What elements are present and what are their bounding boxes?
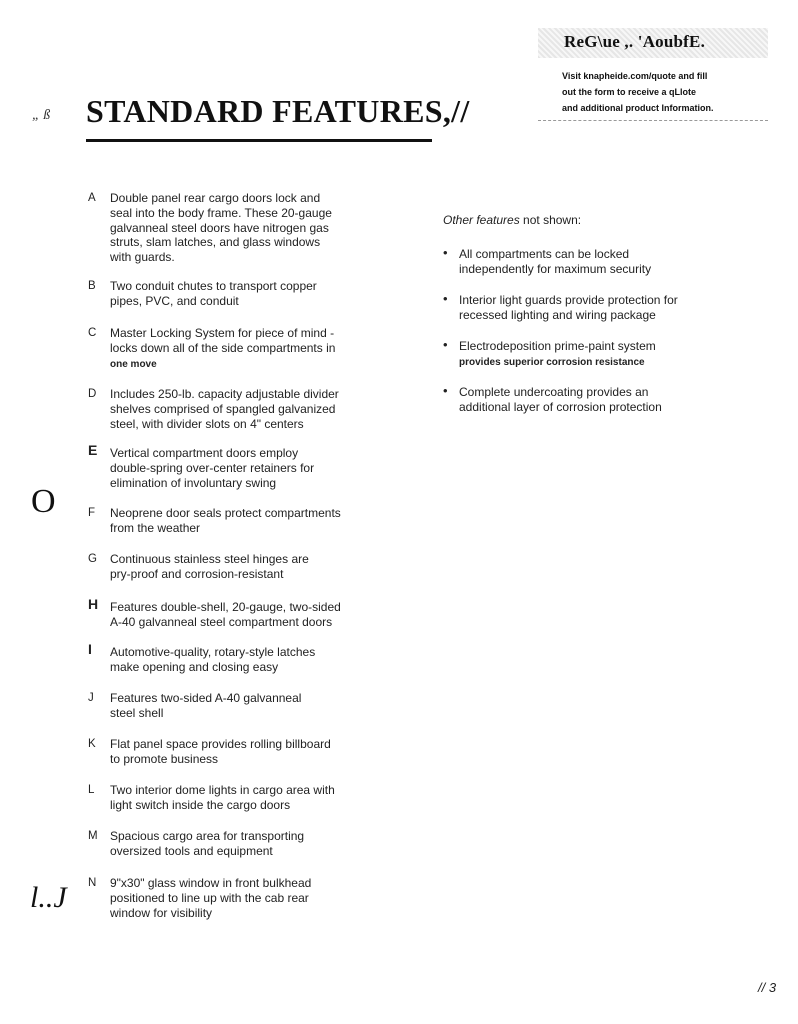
other-features-heading-italic: Other features <box>443 213 520 227</box>
feature-text <box>110 552 378 582</box>
feature-line: positioned to line up with the cab rear <box>110 890 309 905</box>
feature-letter: E <box>88 442 98 458</box>
feature-line: double-spring over-center retainers for <box>110 460 315 475</box>
feature-letter: N <box>88 877 97 889</box>
feature-line: one move <box>110 358 157 370</box>
other-features-heading-rest: not shown: <box>519 213 582 227</box>
feature-text <box>110 387 378 431</box>
quote-text-line: Visit knapheide.com/quote and fill <box>562 71 708 81</box>
feature-line: steel, with divider slots on 4" centers <box>110 416 304 431</box>
other-feature-line: Complete undercoating provides an <box>459 385 649 399</box>
feature-line: elimination of involuntary swing <box>110 475 277 490</box>
feature-line: to promote business <box>110 751 219 766</box>
bullet-icon: • <box>443 383 448 398</box>
feature-line: oversized tools and equipment <box>110 843 273 858</box>
feature-item-h <box>88 596 378 630</box>
feature-item-c <box>88 326 378 372</box>
feature-text <box>110 326 378 372</box>
other-feature-line: recessed lighting and wiring package <box>459 307 656 322</box>
feature-line: locks down all of the side compartments in <box>110 340 336 355</box>
feature-item-b <box>88 279 378 309</box>
feature-line: Double panel rear cargo doors lock and <box>110 191 321 205</box>
feature-letter: B <box>88 280 96 292</box>
feature-line: galvanneal steel doors have nitrogen gas <box>110 220 329 235</box>
feature-letter: D <box>88 388 97 400</box>
feature-letter: G <box>88 553 97 565</box>
feature-line: A-40 galvanneal steel compartment doors <box>110 614 333 629</box>
other-feature-text <box>459 293 743 323</box>
feature-line: struts, slam latches, and glass windows <box>110 235 321 250</box>
bullet-icon: • <box>443 337 448 352</box>
feature-line: pipes, PVC, and conduit <box>110 293 239 308</box>
feature-item-e <box>88 442 378 490</box>
bullet-icon: • <box>443 245 448 260</box>
feature-line: Two conduit chutes to transport copper <box>110 279 317 293</box>
page-title: STANDARD FEATURES,// <box>86 93 470 129</box>
feature-line: Neoprene door seals protect compartments <box>110 506 341 520</box>
feature-line: with guards. <box>110 250 175 265</box>
feature-text <box>110 191 378 265</box>
other-feature-item <box>443 293 743 323</box>
margin-letter-o: O <box>31 483 56 520</box>
feature-item-g <box>88 552 378 582</box>
feature-line: pry-proof and corrosion-resistant <box>110 566 284 581</box>
feature-line: from the weather <box>110 520 201 535</box>
quote-box <box>538 28 768 124</box>
feature-text <box>110 506 378 536</box>
quote-title: ReG\ue ,. 'AoubfE. <box>564 32 706 51</box>
feature-line: Flat panel space provides rolling billboard <box>110 737 331 751</box>
feature-line: Automotive-quality, rotary-style latches <box>110 645 316 659</box>
feature-item-i <box>88 641 378 675</box>
feature-item-a <box>88 191 378 265</box>
margin-mark: „ ß <box>32 108 51 123</box>
feature-text <box>110 691 378 721</box>
feature-text <box>110 446 378 490</box>
margin-letter-lj: l..J <box>30 881 67 914</box>
feature-text <box>110 600 378 630</box>
feature-line: 9"x30" glass window in front bulkhead <box>110 876 312 890</box>
page-number: // 3 <box>758 980 777 995</box>
feature-item-k <box>88 737 378 767</box>
other-feature-line: provides superior corrosion resistance <box>459 356 645 368</box>
feature-letter: L <box>88 784 95 796</box>
feature-line: steel shell <box>110 705 164 720</box>
feature-letter: H <box>88 596 99 612</box>
feature-letter: M <box>88 830 98 842</box>
other-feature-text <box>459 385 743 415</box>
quote-text-line: out the form to receive a qLlote <box>562 87 697 97</box>
feature-item-m <box>88 829 378 859</box>
quote-text-line: and additional product Information. <box>562 103 714 113</box>
feature-letter: I <box>88 641 92 657</box>
feature-line: Continuous stainless steel hinges are <box>110 552 309 566</box>
feature-line: Two interior dome lights in cargo area with <box>110 783 335 797</box>
feature-letter: A <box>88 192 96 204</box>
feature-line: Spacious cargo area for transporting <box>110 829 305 843</box>
other-feature-item <box>443 339 743 371</box>
feature-item-d <box>88 387 378 431</box>
feature-text <box>110 876 378 920</box>
feature-line: shelves comprised of spangled galvanized <box>110 401 336 416</box>
feature-line: Features two-sided A-40 galvanneal <box>110 691 302 705</box>
other-feature-line: additional layer of corrosion protection <box>459 399 662 414</box>
other-feature-line: Electrodeposition prime-paint system <box>459 339 656 353</box>
feature-text <box>110 645 378 675</box>
feature-line: Master Locking System for piece of mind - <box>110 326 335 340</box>
feature-line: seal into the body frame. These 20-gauge <box>110 205 332 220</box>
feature-text <box>110 829 378 859</box>
feature-letter: C <box>88 327 97 339</box>
other-feature-line: All compartments can be locked <box>459 247 630 261</box>
feature-line: light switch inside the cargo doors <box>110 797 291 812</box>
other-feature-line: independently for maximum security <box>459 261 652 276</box>
feature-text <box>110 279 378 309</box>
feature-item-l <box>88 783 378 813</box>
feature-item-n <box>88 876 378 920</box>
feature-text <box>110 783 378 813</box>
feature-line: window for visibility <box>110 905 213 920</box>
feature-item-f <box>88 506 378 536</box>
feature-letter: K <box>88 738 96 750</box>
quote-text <box>562 68 762 116</box>
feature-text <box>110 737 378 767</box>
quote-title-bar <box>538 28 768 58</box>
other-feature-item <box>443 385 743 415</box>
feature-line: Features double-shell, 20-gauge, two-sided <box>110 600 341 614</box>
feature-line: Includes 250-lb. capacity adjustable divider <box>110 387 339 401</box>
feature-line: make opening and closing easy <box>110 659 279 674</box>
other-feature-item <box>443 247 743 277</box>
other-feature-text <box>459 339 743 371</box>
feature-letter: F <box>88 507 96 519</box>
bullet-icon: • <box>443 291 448 306</box>
feature-line: Vertical compartment doors employ <box>110 446 299 460</box>
quote-divider <box>538 120 768 121</box>
title-underline <box>86 139 432 142</box>
feature-letter: J <box>88 692 94 704</box>
other-feature-text <box>459 247 743 277</box>
other-feature-line: Interior light guards provide protection for <box>459 293 678 307</box>
other-features-heading <box>443 213 581 227</box>
feature-item-j <box>88 691 378 721</box>
